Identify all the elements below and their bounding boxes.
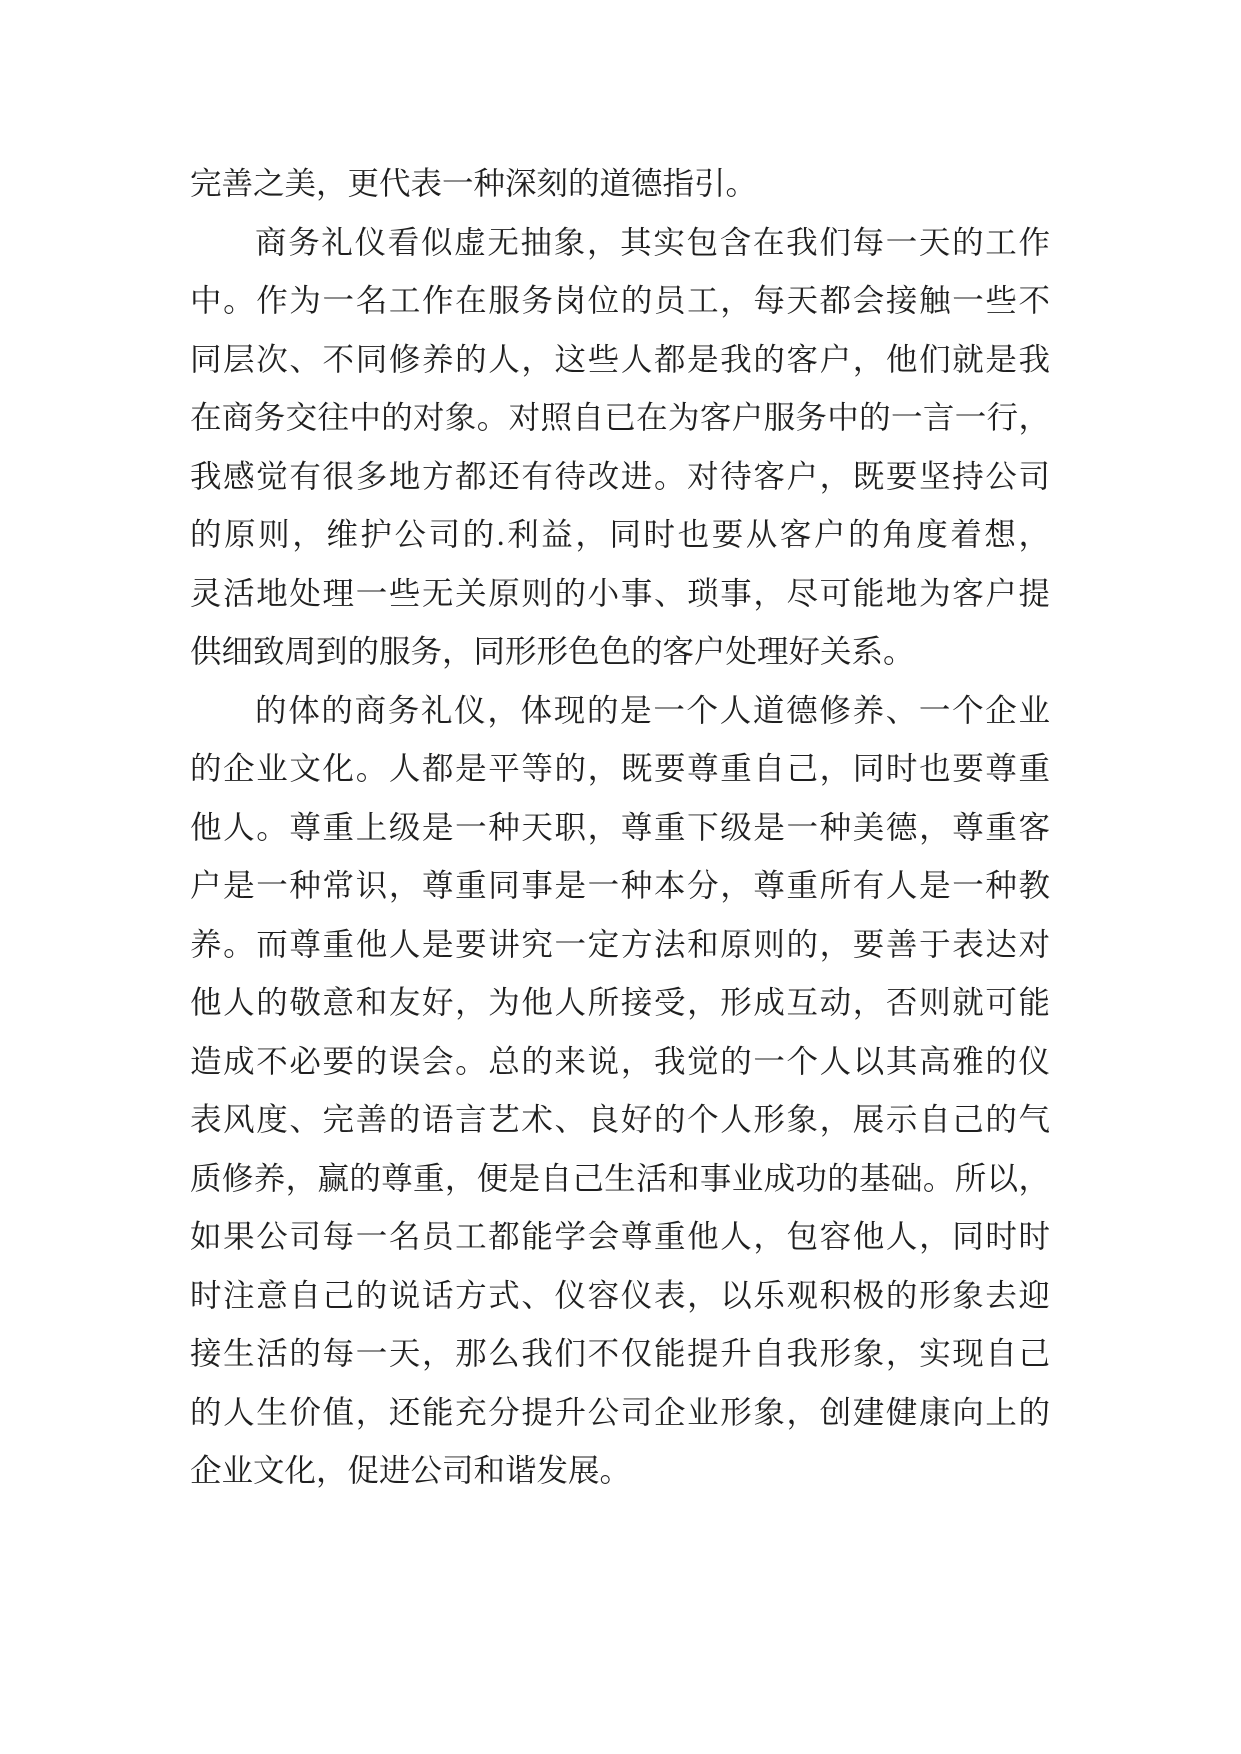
text-line: 造成不必要的误会。总的来说，我觉的一个人以其高雅的仪 (190, 1043, 1050, 1079)
text-line: 同层次、不同修养的人，这些人都是我的客户，他们就是我 (190, 341, 1050, 377)
text-line: 的体的商务礼仪，体现的是一个人道德修养、一个企业 (255, 692, 1050, 728)
paragraph (190, 682, 1050, 1501)
text-line: 接生活的每一天，那么我们不仅能提升自我形象，实现自己 (190, 1336, 1050, 1371)
text-line: 完善之美，更代表一种深刻的道德指引。 (190, 166, 758, 201)
text-line: 我感觉有很多地方都还有待改进。对待客户，既要坚持公司 (190, 458, 1050, 494)
text-line: 的企业文化。人都是平等的，既要尊重自己，同时也要尊重 (190, 751, 1050, 786)
text-line: 养。而尊重他人是要讲究一定方法和原则的，要善于表达对 (190, 926, 1050, 962)
text-line: 户是一种常识，尊重同事是一种本分，尊重所有人是一种教 (190, 868, 1050, 903)
text-line: 的人生价值，还能充分提升公司企业形象，创建健康向上的 (190, 1394, 1050, 1430)
text-line: 商务礼仪看似虚无抽象，其实包含在我们每一天的工作 (255, 224, 1050, 260)
paragraph (190, 155, 1050, 214)
text-line: 在商务交往中的对象。对照自已在为客户服务中的一言一行， (190, 400, 1050, 435)
text-line: 供细致周到的服务，同形形色色的客户处理好关系。 (190, 634, 915, 669)
text-line: 他人的敬意和友好，为他人所接受，形成互动，否则就可能 (190, 985, 1050, 1020)
text-line: 的原则，维护公司的.利益，同时也要从客户的角度着想， (190, 517, 1050, 552)
text-line: 质修养，赢的尊重，便是自己生活和事业成功的基础。所以， (190, 1160, 1050, 1196)
text-line: 企业文化，促进公司和谐发展。 (190, 1453, 632, 1488)
text-line: 他人。尊重上级是一种天职，尊重下级是一种美德，尊重客 (190, 809, 1050, 845)
text-line: 表风度、完善的语言艺术、良好的个人形象，展示自己的气 (190, 1102, 1050, 1137)
text-line: 中。作为一名工作在服务岗位的员工，每天都会接触一些不 (190, 283, 1050, 318)
paragraph (190, 214, 1050, 682)
text-line: 如果公司每一名员工都能学会尊重他人，包容他人，同时时 (190, 1219, 1050, 1254)
text-line: 时注意自己的说话方式、仪容仪表，以乐观积极的形象去迎 (190, 1277, 1050, 1313)
text-line: 灵活地处理一些无关原则的小事、琐事，尽可能地为客户提 (190, 575, 1050, 611)
document-body (190, 155, 1050, 1501)
